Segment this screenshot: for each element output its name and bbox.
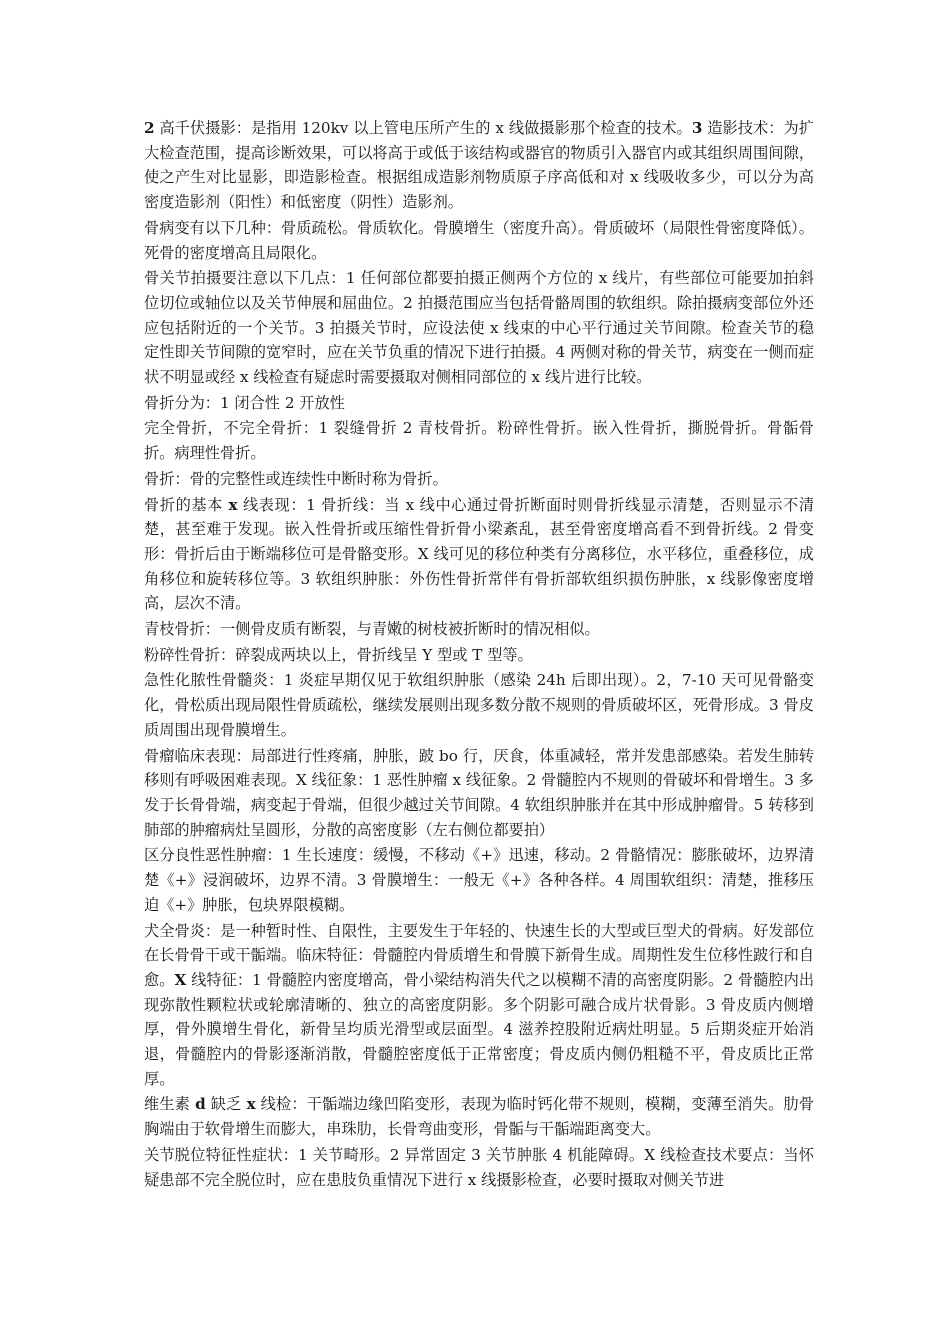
paragraph-text: 关节脱位特征性症状：1 关节畸形。2 异常固定 3 关节肿胀 4 机能障碍。X 线检查技术要点：当怀疑患部不完全脱位时，应在患肢负重情况下进行 x 线摄影检查，必要时摄取对侧关节进: [144, 1145, 814, 1189]
paragraph: [144, 1143, 814, 1192]
paragraph-text: 骨折分为：1 闭合性 2 开放性: [144, 393, 345, 412]
paragraph: [144, 617, 814, 642]
paragraph-text: 急性化脓性骨髓炎：1 炎症早期仅见于软组织肿胀（感染 24h 后即出现）。2，7-10 天可见骨骼变化，骨松质出现局限性骨质疏松，继续发展则出现多数分散不规则的骨质破坏区，死骨形成。3 骨皮质周围出现骨膜增生。: [144, 671, 814, 739]
bold-text: d: [195, 1095, 206, 1114]
paragraph: [144, 1092, 814, 1141]
paragraph: [144, 919, 814, 1092]
paragraph: [144, 668, 814, 742]
paragraph: [144, 493, 814, 617]
paragraph-text: 维生素: [144, 1095, 196, 1114]
paragraph: [144, 266, 814, 390]
paragraph: [144, 416, 814, 465]
paragraph: [144, 643, 814, 668]
paragraph-text: 完全骨折，不完全骨折：1 裂缝骨折 2 青枝骨折。粉碎性骨折。嵌入性骨折，撕脱骨折。骨骺骨折。病理性骨折。: [144, 419, 814, 463]
paragraph-text: 线检：干骺端边缘凹陷变形，表现为临时钙化带不规则，模糊，变薄至消失。肋骨胸端由于软骨增生而膨大，串珠肋，长骨弯曲变形，骨骺与干骺端距离变大。: [144, 1095, 815, 1139]
bold-text: x: [228, 495, 238, 514]
paragraph-text: 骨关节拍摄要注意以下几点：1 任何部位都要拍摄正侧两个方位的 x 线片，有些部位可能要加拍斜位切位或轴位以及关节伸展和屈曲位。2 拍摄范围应当包括骨骼周围的软组织。除拍摄病变部位外还应包括附近的一个关节。3 拍摄关节时，应设法使 x 线束的中心平行通过关节间隙。检查关节的稳定性即关节间隙的宽窄时，应在关节负重的情况下进行拍摄。4 两侧对称的骨关节，病变在一侧而症状不明显或经 x 线检查有疑虑时需要摄取对侧相同部位的 x 线片进行比较。: [144, 269, 814, 387]
paragraph-text: 骨病变有以下几种：骨质疏松。骨质软化。骨膜增生（密度升高）。骨质破坏（局限性骨密度降低）。死骨的密度增高且局限化。: [144, 218, 814, 262]
paragraph-text: 骨折的基本: [144, 495, 229, 514]
bold-text: 2: [144, 119, 155, 137]
paragraph-text: 青枝骨折：一侧骨皮质有断裂，与青嫩的树枝被折断时的情况相似。: [144, 620, 600, 639]
paragraph-text: 犬全骨炎：是一种暂时性、自限性，主要发生于年轻的、快速生长的大型或巨型犬的骨病。好发部位在长骨骨干或干骺端。临床特征：骨髓腔内骨质增生和骨膜下新骨生成。周期性发生位移性跛行和自愈。: [144, 921, 814, 989]
document-body: [144, 116, 814, 1193]
paragraph: [144, 216, 814, 265]
bold-text: x: [246, 1095, 256, 1114]
paragraph-text: 粉碎性骨折：碎裂成两块以上，骨折线呈 Y 型或 T 型等。: [144, 645, 533, 664]
paragraph: [144, 116, 814, 215]
paragraph-text: 骨折：骨的完整性或连续性中断时称为骨折。: [144, 469, 448, 488]
paragraph-text: 线特征：1 骨髓腔内密度增高，骨小梁结构消失代之以模糊不清的高密度阴影。2 骨髓腔内出现弥散性颗粒状或轮廓清晰的、独立的高密度阴影。多个阴影可融合成片状骨影。3 骨皮质内侧增厚，骨外膜增生骨化，新骨呈均质光滑型或层面型。4 滋养控股附近病灶明显。5 后期炎症开始消退，骨髓腔内的骨影逐渐消散，骨髓腔密度低于正常密度；骨皮质内侧仍粗糙不平，骨皮质比正常厚。: [144, 970, 815, 1088]
bold-text: X: [174, 970, 187, 989]
paragraph: [144, 467, 814, 492]
paragraph-text: 高千伏摄影：是指用 120kv 以上管电压所产生的 x 线做摄影那个检查的技术。: [154, 119, 692, 137]
paragraph-text: 线表现：1 骨折线：当 x 线中心通过骨折断面时则骨折线显示清楚，否则显示不清楚，甚至难于发现。嵌入性骨折或压缩性骨折骨小梁紊乱，甚至骨密度增高看不到骨折线。2 骨变形：骨折后由于断端移位可是骨骼变形。X 线可见的移位种类有分离移位，水平移位，重叠移位，成角移位和旋转移位等。3 软组织肿胀：外伤性骨折常伴有骨折部软组织损伤肿胀，x 线影像密度增高，层次不清。: [144, 495, 815, 613]
paragraph-text: 造影技术：为扩大检查范围，提高诊断效果，可以将高于或低于该结构或器官的物质引入器官内或其组织周围间隙，使之产生对比显影，即造影检查。根据组成造影剂物质原子序高低和对 x 线吸收多少，可以分为高密度造影剂（阳性）和低密度（阴性）造影剂。: [144, 119, 814, 212]
paragraph-text: 骨瘤临床表现：局部进行性疼痛，肿胀，跛 bo 行，厌食，体重减轻，常并发患部感染。若发生肺转移则有呼吸困难表现。X 线征象：1 恶性肿瘤 x 线征象。2 骨髓腔内不规则的骨破坏和骨增生。3 多发于长骨骨端，病变起于骨端，但很少越过关节间隙。4 软组织肿胀并在其中形成肿瘤骨。5 转移到肺部的肿瘤病灶呈圆形，分散的高密度影（左右侧位都要拍）: [144, 746, 814, 839]
paragraph: [144, 391, 814, 416]
paragraph: [144, 843, 814, 917]
bold-text: 3: [691, 119, 703, 137]
paragraph-text: 缺乏: [205, 1095, 247, 1114]
paragraph: [144, 744, 814, 843]
paragraph-text: 区分良性恶性肿瘤：1 生长速度：缓慢，不移动《+》迅速，移动。2 骨骼情况：膨胀破坏，边界清楚《+》浸润破坏，边界不清。3 骨膜增生：一般无《+》各种各样。4 周围软组织：清楚，推移压迫《+》肿胀，包块界限模糊。: [144, 846, 814, 914]
